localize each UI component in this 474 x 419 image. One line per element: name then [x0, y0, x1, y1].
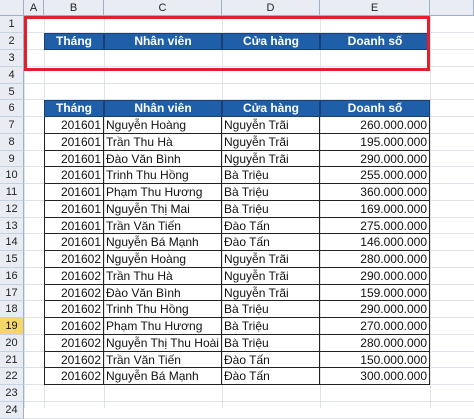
row-header-13[interactable]: 13	[0, 218, 24, 234]
table-cell[interactable]: Trần Văn Tiến	[104, 218, 222, 234]
table-cell[interactable]: Đào Tấn	[222, 352, 320, 368]
table-cell[interactable]: Phạm Thu Hương	[104, 184, 222, 201]
table-cell[interactable]: 201601	[44, 167, 104, 184]
row-header-9[interactable]: 9	[0, 151, 24, 167]
gridline-horizontal	[24, 66, 474, 67]
table-cell[interactable]: Nguyễn Trãi	[222, 134, 320, 151]
table-cell[interactable]: Bà Triệu	[222, 318, 320, 335]
table-cell[interactable]: Nguyễn Trãi	[222, 268, 320, 285]
column-header-blank	[430, 0, 474, 16]
criteria-header-cell-2[interactable]: Cửa hàng	[222, 33, 320, 50]
table-cell[interactable]: 290.000.000	[320, 268, 430, 285]
table-cell[interactable]: Nguyễn Trãi	[222, 151, 320, 167]
row-header-23[interactable]: 23	[0, 385, 24, 402]
table-cell[interactable]: 290.000.000	[320, 301, 430, 318]
gridline-vertical	[430, 16, 431, 408]
table-cell[interactable]: Nguyễn Bá Mạnh	[104, 234, 222, 251]
row-header-1[interactable]: 1	[0, 16, 24, 33]
table-header-cell-3[interactable]: Doanh số	[320, 100, 430, 117]
column-header-e[interactable]: E	[320, 0, 430, 16]
row-header-19[interactable]: 19	[0, 318, 24, 335]
table-cell[interactable]: Trần Thu Hà	[104, 134, 222, 151]
row-header-8[interactable]: 8	[0, 134, 24, 151]
row-header-12[interactable]: 12	[0, 201, 24, 218]
table-cell[interactable]: Nguyễn Bá Mạnh	[104, 368, 222, 385]
table-cell[interactable]: 201601	[44, 234, 104, 251]
row-header-14[interactable]: 14	[0, 234, 24, 251]
row-header-21[interactable]: 21	[0, 352, 24, 368]
table-cell[interactable]: 159.000.000	[320, 285, 430, 301]
table-header-cell-1[interactable]: Nhân viên	[104, 100, 222, 117]
table-cell[interactable]: 300.000.000	[320, 368, 430, 385]
row-header-15[interactable]: 15	[0, 251, 24, 268]
table-cell[interactable]: 255.000.000	[320, 167, 430, 184]
table-cell[interactable]: 290.000.000	[320, 151, 430, 167]
table-cell[interactable]: Nguyễn Hoàng	[104, 117, 222, 134]
table-cell[interactable]: Nguyễn Hoàng	[104, 251, 222, 268]
table-cell[interactable]: 201601	[44, 117, 104, 134]
table-cell[interactable]: 275.000.000	[320, 218, 430, 234]
row-header-24[interactable]: 24	[0, 402, 24, 419]
table-cell[interactable]: Bà Triệu	[222, 184, 320, 201]
table-cell[interactable]: 280.000.000	[320, 335, 430, 352]
table-cell[interactable]: 201601	[44, 134, 104, 151]
table-cell[interactable]: 195.000.000	[320, 134, 430, 151]
table-cell[interactable]: Bà Triệu	[222, 335, 320, 352]
table-cell[interactable]: Nguyễn Trãi	[222, 251, 320, 268]
table-cell[interactable]: 150.000.000	[320, 352, 430, 368]
table-cell[interactable]: Đào Tấn	[222, 218, 320, 234]
table-cell[interactable]: Trần Thu Hà	[104, 268, 222, 285]
column-header-c[interactable]: C	[104, 0, 222, 16]
table-cell[interactable]: Bà Triệu	[222, 301, 320, 318]
table-cell[interactable]: Trinh Thu Hồng	[104, 167, 222, 184]
table-cell[interactable]: Đào Tấn	[222, 368, 320, 385]
table-cell[interactable]: Phạm Thu Hương	[104, 318, 222, 335]
row-header-7[interactable]: 7	[0, 117, 24, 134]
table-cell[interactable]: 280.000.000	[320, 251, 430, 268]
table-cell[interactable]: Đào Tấn	[222, 234, 320, 251]
column-header-d[interactable]: D	[222, 0, 320, 16]
table-header-cell-2[interactable]: Cửa hàng	[222, 100, 320, 117]
table-cell[interactable]: Bà Triệu	[222, 201, 320, 218]
row-header-6[interactable]: 6	[0, 100, 24, 117]
table-cell[interactable]: Trinh Thu Hồng	[104, 301, 222, 318]
table-cell[interactable]: Đào Văn Bình	[104, 285, 222, 301]
row-header-4[interactable]: 4	[0, 67, 24, 84]
table-cell[interactable]: Bà Triệu	[222, 167, 320, 184]
table-cell[interactable]: Đào Văn Bình	[104, 151, 222, 167]
gridline-horizontal	[24, 401, 474, 402]
row-header-2[interactable]: 2	[0, 33, 24, 50]
row-header-20[interactable]: 20	[0, 335, 24, 352]
criteria-header-cell-3[interactable]: Doanh số	[320, 33, 430, 50]
table-cell[interactable]: 201601	[44, 184, 104, 201]
table-cell[interactable]: 201602	[44, 251, 104, 268]
select-all-corner[interactable]	[0, 0, 24, 16]
column-header-a[interactable]: A	[24, 0, 44, 16]
row-header-17[interactable]: 17	[0, 285, 24, 301]
table-cell[interactable]: 201602	[44, 268, 104, 285]
criteria-header-cell-1[interactable]: Nhân viên	[104, 33, 222, 50]
table-cell[interactable]: Nguyễn Trãi	[222, 285, 320, 301]
row-header-10[interactable]: 10	[0, 167, 24, 184]
table-cell[interactable]: 270.000.000	[320, 318, 430, 335]
row-header-3[interactable]: 3	[0, 50, 24, 67]
table-cell[interactable]: 169.000.000	[320, 201, 430, 218]
table-cell[interactable]: Nguyễn Thị Thu Hoài	[104, 335, 222, 352]
row-header-5[interactable]: 5	[0, 84, 24, 100]
table-cell[interactable]: 201601	[44, 201, 104, 218]
table-cell[interactable]: 201601	[44, 151, 104, 167]
row-header-11[interactable]: 11	[0, 184, 24, 201]
gridline-horizontal	[24, 83, 474, 84]
table-cell[interactable]: Trần Văn Tiến	[104, 352, 222, 368]
column-header-b[interactable]: B	[44, 0, 104, 16]
table-cell[interactable]: 201602	[44, 335, 104, 352]
row-header-18[interactable]: 18	[0, 301, 24, 318]
gridline-vertical	[24, 16, 25, 408]
table-cell[interactable]: 201602	[44, 285, 104, 301]
table-cell[interactable]: 201602	[44, 301, 104, 318]
table-cell[interactable]: 201601	[44, 218, 104, 234]
table-cell[interactable]: 146.000.000	[320, 234, 430, 251]
table-cell[interactable]: Nguyễn Thị Mai	[104, 201, 222, 218]
table-cell[interactable]: 201602	[44, 318, 104, 335]
row-header-22[interactable]: 22	[0, 368, 24, 385]
criteria-header-cell-0[interactable]: Tháng	[44, 33, 104, 50]
table-header-cell-0[interactable]: Tháng	[44, 100, 104, 117]
row-header-16[interactable]: 16	[0, 268, 24, 285]
table-cell[interactable]: 201602	[44, 368, 104, 385]
table-cell[interactable]: Nguyễn Trãi	[222, 117, 320, 134]
table-cell[interactable]: 260.000.000	[320, 117, 430, 134]
table-cell[interactable]: 360.000.000	[320, 184, 430, 201]
table-cell[interactable]: 201602	[44, 352, 104, 368]
